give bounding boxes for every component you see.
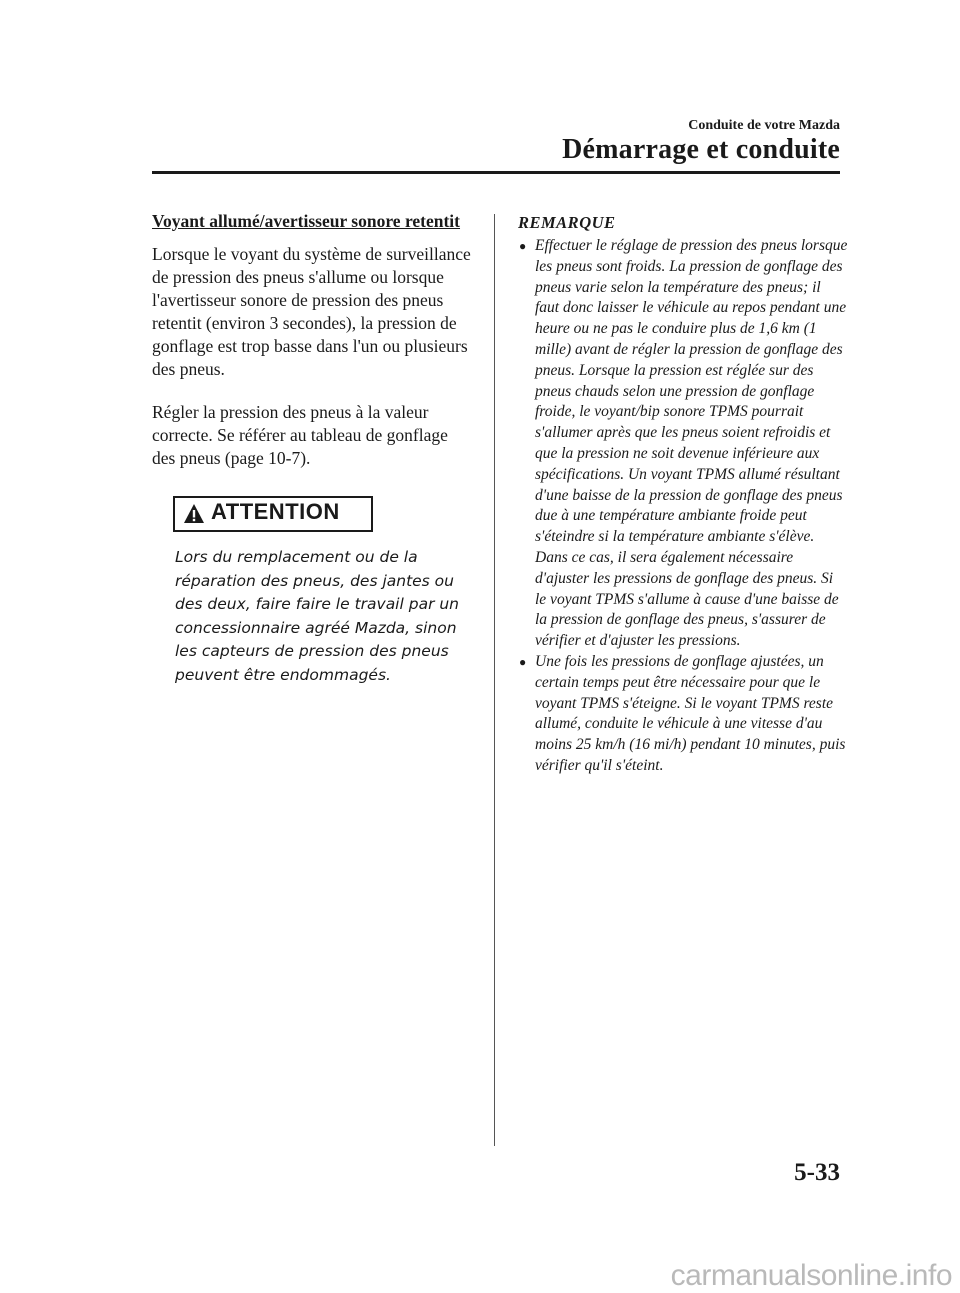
- bullet-icon: ●: [519, 239, 527, 253]
- list-item: [518, 652, 848, 777]
- note-text: Effectuer le réglage de pression des pneus lorsque les pneus sont froids. La pression de gonflage des pneus varie selon la température des pneus; il faut donc laisser le véhicule au repos pendant une heure ou ne pas le conduire plus de 1,6 km (1 mille) avant de régler la pression de gonflage des pneus. Lorsque la pression est réglée sur des pneus chauds selon une pression de gonflage froide, le voyant/bip sonore TPMS pourrait s'allumer après que les pneus soient refroidis et que la pression ne soit devenue inférieure aux spécifications. Un voyant TPMS allumé résultant d'une baisse de la pression de gonflage des pneus due à une température ambiante froide peut s'éteindre si la température ambiante s'élève. Dans ce cas, il sera également nécessaire d'ajuster les pressions de gonflage des pneus. Si le voyant TPMS s'allume à cause d'une baisse de la pression de gonflage des pneus, s'assurer de vérifier et d'ajuster les pressions.: [535, 237, 848, 650]
- header-subtitle: Conduite de votre Mazda: [688, 118, 840, 133]
- note-title: REMARQUE: [518, 213, 616, 232]
- watermark: carmanualsonline.info: [670, 1259, 952, 1292]
- attention-box: [173, 496, 373, 532]
- paragraph-warning-light: Lorsque le voyant du système de surveillance de pression des pneus s'allume ou lorsque l'avertisseur sonore de pression des pneus retentit (environ 3 secondes), la pression de gonflage est trop basse dans l'un ou plusieurs des pneus.: [152, 244, 471, 379]
- note-list: [518, 236, 848, 777]
- attention-text: Lors du remplacement ou de la réparation des pneus, des jantes ou des deux, faire faire le travail par un concessionnaire agréé Mazda, sinon les capteurs de pression des pneus peuvent être endommagés.: [175, 548, 460, 684]
- list-item: [518, 236, 848, 652]
- left-column: [152, 210, 472, 687]
- header-rule: [152, 171, 840, 174]
- note-text: Une fois les pressions de gonflage ajustées, un certain temps peut être nécessaire pour que le voyant TPMS s'éteigne. Si le voyant TPMS reste allumé, conduite le véhicule à une vitesse d'au moins 25 km/h (16 mi/h) pendant 10 minutes, puis vérifier qu'il s'éteint.: [535, 652, 846, 774]
- paragraph-adjust-pressure: Régler la pression des pneus à la valeur correcte. Se référer au tableau de gonflage des pneus (page 10-7).: [152, 402, 448, 468]
- section-heading: Voyant allumé/avertisseur sonore retentit: [152, 211, 461, 231]
- right-column: [518, 212, 848, 777]
- warning-triangle-icon: [183, 503, 205, 525]
- page-number: 5-33: [794, 1159, 840, 1186]
- column-divider: [494, 214, 495, 1146]
- page-title: Démarrage et conduite: [562, 134, 840, 165]
- attention-label: ATTENTION: [211, 499, 340, 524]
- bullet-icon: ●: [519, 654, 527, 669]
